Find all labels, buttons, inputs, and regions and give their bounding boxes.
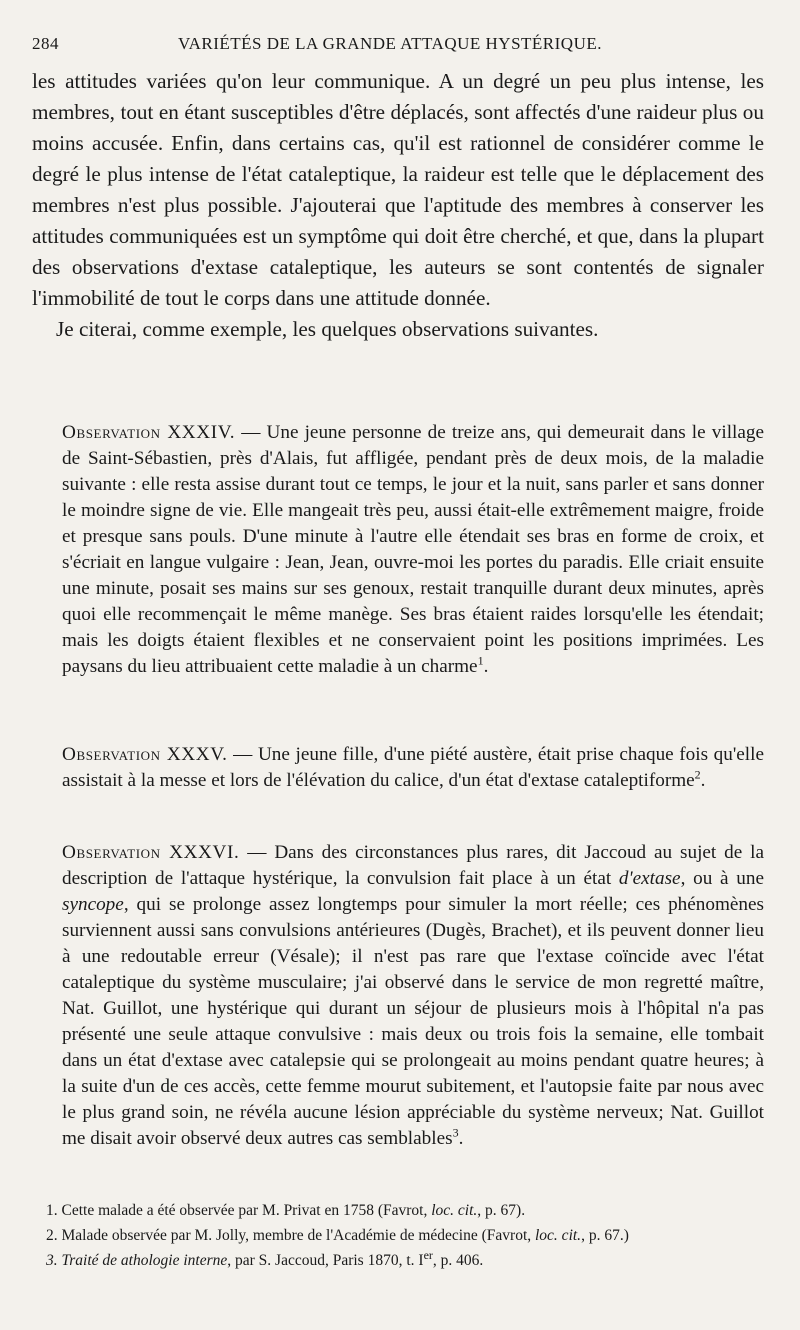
footnote-1 [46,1198,776,1223]
footnote-text: 1. Cette malade a été observée par M. Privat en 1758 (Favrot, [46,1202,432,1219]
paragraph: Je citerai, comme exemple, les quelques observations suivantes. [56,317,599,341]
italic-term: syncope [62,894,124,915]
footnote-ref: 2 [694,767,701,782]
observation-paragraph [62,420,764,680]
footnote-text: 2. Malade observée par M. Jolly, membre de l'Académie de médecine (Favrot, [46,1227,535,1244]
observation-36 [62,840,764,1152]
footnote-text: , p. 67.) [581,1227,629,1244]
observation-text: — Dans des circonstances plus rares, dit Jaccoud au sujet de la description de l'attaque hystérique, la convulsion fait place à un état [62,842,764,889]
footnote-italic: loc. cit. [535,1227,582,1244]
observation-label: Observation XXXV. [62,744,228,765]
footnote-ref: 1 [477,653,484,668]
observation-paragraph [62,840,764,1152]
observation-text: , qui se prolonge assez longtemps pour simuler la mort réelle; ces phénomènes surviennent aussi sans convulsions antérieures (Dugès, Brachet), et ils peuvent donner lieu à une redoutable erreur (Vésale); il n'est pas rare que l'extase coïncide avec l'état cataleptique du système musculaire; j'ai observé dans le service de mon regretté maître, Nat. Guillot, une hystérique qui durant un séjour de plusieurs mois à l'hôpital n'a pas présenté une seule attaque convulsive : mais deux ou trois fois la semaine, elle tombait dans un état d'extase avec catalepsie qui se prolongeait au moins pendant quatre heures; à la suite d'un de ces accès, cette femme mourut subitement, et l'autopsie faite par nous avec le plus grand soin, ne révéla aucune lésion appréciable du système nerveux; Nat. Guillot me disait avoir observé deux autres cas semblables [62,894,764,1149]
observation-label: Observation XXXVI. [62,842,240,863]
page-number: 284 [32,34,59,53]
main-text [32,66,764,345]
observation-34 [62,420,764,680]
observation-paragraph [62,742,764,794]
footnote-text: , p. 406. [432,1252,484,1269]
observation-text: — Une jeune personne de treize ans, qui demeurait dans le village de Saint-Sébastien, près d'Alais, fut affligée, pendant près de deux mois, de la maladie suivante : elle resta assise durant tout ce temps, le jour et la nuit, sans parler et sans donner le moindre signe de vie. Elle mangeait très peu, aussi était-elle extrêmement maigre, froide et presque sans pouls. D'une minute à l'autre elle étendait ses bras en forme de croix, et s'écriait en langue vulgaire : Jean, Jean, ouvre-moi les portes du paradis. Elle criait ensuite une minute, posait ses mains sur ses genoux, restait tranquille durant deux minutes, après quoi elle recommençait le même manège. Ses bras étaient raides lorsqu'elle les étendait; mais les doigts étaient flexibles et ne conservaient point les positions imprimées. Les paysans du lieu attribuaient cette maladie à un charme [62,422,764,677]
sentence-end: . [700,770,706,791]
paragraph: les attitudes variées qu'on leur communique. A un degré un peu plus intense, les membres, tout en étant susceptibles d'être déplacés, sont affectés d'une raideur plus ou moins accusée. Enfin, dans certains cas, qu'il est rationnel de considérer comme le degré le plus intense de l'état cataleptique, la raideur est telle que le déplacement des membres n'est plus possible. J'ajouterai que l'aptitude des membres à conserver les attitudes communiquées est un symptôme qui doit être cherché, et que, dans la plupart des observations d'extase cataleptique, les auteurs se sont contentés de signaler l'immobilité de tout le corps dans une attitude donnée. [32,69,764,310]
footnote-italic: 3. Traité de athologie interne [46,1252,228,1269]
sentence-end: . [483,656,489,677]
observation-label: Observation XXXIV. [62,422,236,443]
footnote-superscript: er [423,1247,433,1262]
footnote-ref: 3 [452,1125,459,1140]
page-header [32,34,768,60]
footnote-3 [46,1248,776,1273]
footnote-text: , p. 67). [477,1202,526,1219]
footnote-text: , par S. Jaccoud, Paris 1870, t. I [227,1252,424,1269]
observation-text: — Une jeune fille, d'une piété austère, était prise chaque fois qu'elle assistait à la messe et lors de l'élévation du calice, d'un état d'extase cataleptiforme [62,744,764,791]
italic-term: d'extase [618,868,681,889]
observation-text: , ou à une [680,868,764,889]
sentence-end: . [458,1128,464,1149]
observation-35 [62,742,764,794]
footnote-italic: loc. cit. [431,1202,478,1219]
footnote-2 [46,1223,776,1248]
footnotes [46,1198,776,1273]
running-title: VARIÉTÉS DE LA GRANDE ATTAQUE HYSTÉRIQUE. [178,34,602,53]
